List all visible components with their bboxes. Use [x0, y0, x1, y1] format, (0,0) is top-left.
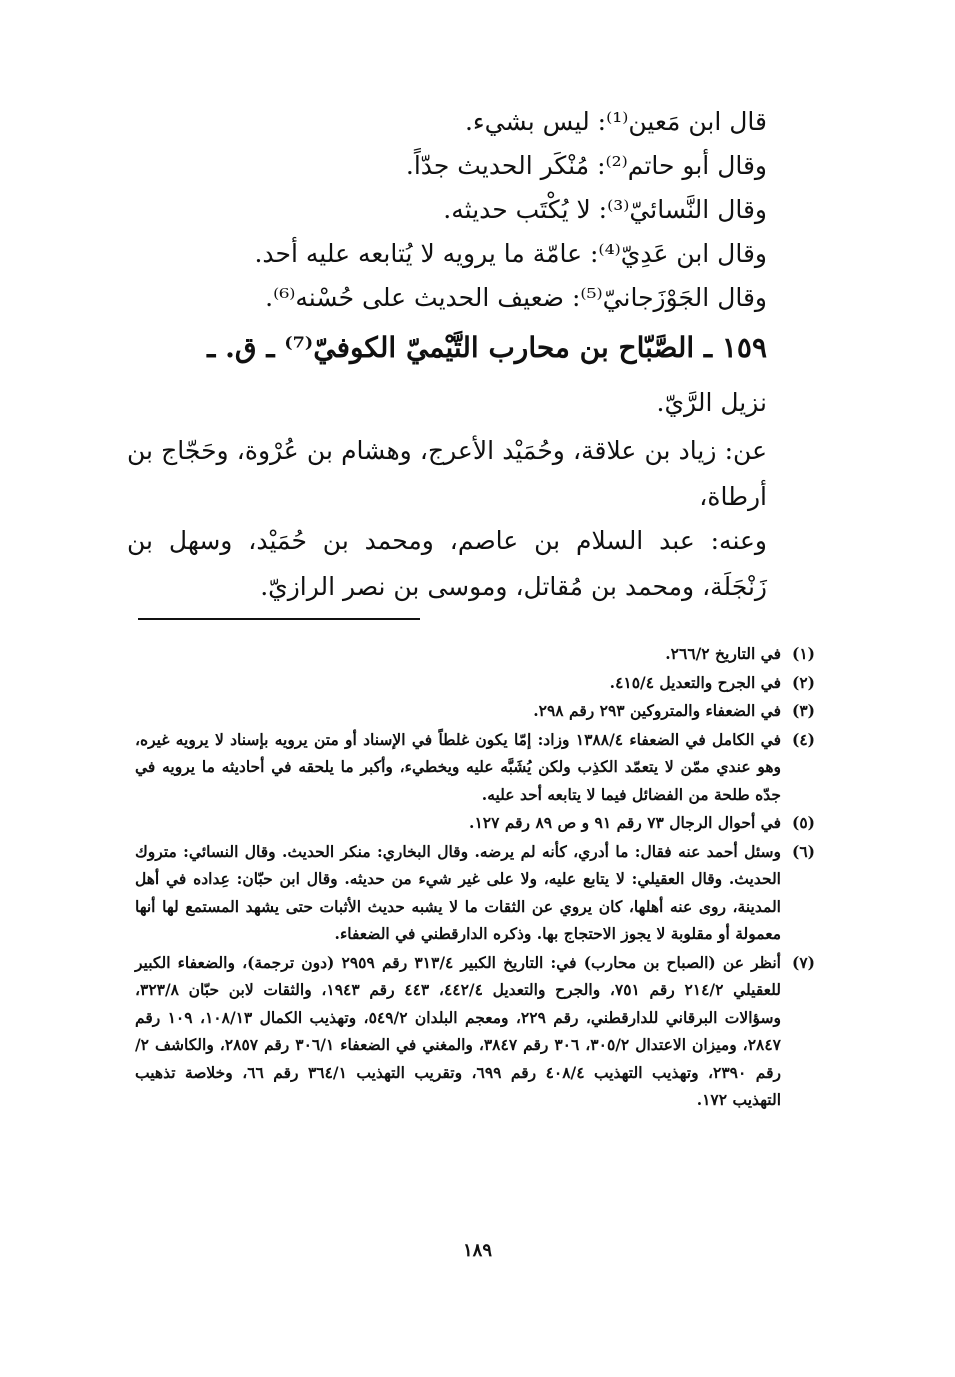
footnote-number: (٤)	[791, 729, 815, 749]
quote-line-ibn-maein: قال ابن مَعين⁽¹⁾: ليس بشيء.	[464, 107, 767, 136]
footnote-number: (٥)	[791, 813, 815, 832]
footnote-text: وسئل أحمد عنه فقال: ما أدري، كأنه لم يرضه. وقال البخاري: منكر الحديث. وقال النسائي: متروك الحديث. وقال العقيلي: لا يتابع عليه، ولا على غير شيء من حديثه. وقال ابن حبّان: عِداده في أهل المدينة، روى عنه أهلها، كان يروي عن الثقات ما لا يشبه حديث الأثبات حتى يشهد المستمع لها أنها معمولة أو مقلوبة لا يجوز الاحتجاج بها. وذكره الدارقطني في الضعفاء.	[135, 841, 781, 943]
quote-line-jawzajani: وقال الجَوْزَجانيّ⁽⁵⁾: ضعيف الحديث على حُسْنه⁽⁶⁾.	[265, 283, 767, 312]
quote-line-nasai: وقال النَّسائيّ⁽³⁾: لا يُكْتَب حديثه.	[443, 195, 767, 224]
footnote-number: (٣)	[791, 701, 815, 720]
quote-line-ibn-adi: وقال ابن عَدِيّ⁽⁴⁾: عامّة ما يرويه لا يُتابعه عليه أحد.	[254, 239, 767, 268]
footnote-text: في الكامل في الضعفاء ١٣٨٨/٤ وزاد: إمّا يكون غلطاً في الإسناد أو متن يرويه بإسناد لا يرويه غيره، وهو عندي ممّن لا يتعمّد الكذِب ولكن يُشَبَّه عليه ويخطيء، وأكبر ما يلحقه في أحاديثه ما يرويه في جدّه طلحة من الفضائل فيما لا يتابعه أحد عليه.	[135, 729, 782, 804]
main-text	[127, 100, 767, 430]
footnote-1	[135, 640, 815, 668]
footnote-2	[135, 669, 815, 697]
footnote-number: (٦)	[791, 841, 815, 861]
footnotes	[135, 640, 815, 1115]
quote-line-abu-hatim: وقال أبو حاتم⁽²⁾: مُنْكَر الحديث جدّاً.	[405, 151, 767, 180]
footnote-text: أنظر عن (الصباح بن محارب) في: التاريخ الكبير ٣١٣/٤ رقم ٢٩٥٩ (دون ترجمة)، والضعفاء الكبير للعقيلي ٢١٤/٢ رقم ٧٥١، والجرح والتعديل ٤٤٢/٤، ٤٤٣ رقم ١٩٤٣، والثقات لابن حبّان ٣٢٣/٨، وسؤالات البرقاني للدارقطني، رقم ٢٢٩، ومعجم البلدان ٥٤٩/٢، وتهذيب الكمال ١٠٨/١٣، ١٠٩ رقم ٢٨٤٧، وميزان الاعتدال ٣٠٥/٢، ٣٠٦ رقم ٣٨٤٧، والمغني في الضعفاء ٣٠٦/١ رقم ٢٨٥٧، والكاشف ٢/ رقم ٢٣٩٠، وتهذيب التهذيب ٤٠٨/٤ رقم ٦٩٩، وتقريب التهذيب ٣٦٤/١ رقم ٦٦، وخلاصة تذهيب التهذيب ١٧٢.	[135, 952, 781, 1109]
page-number: ١٨٩	[462, 1240, 492, 1261]
footnote-3	[135, 697, 815, 725]
footnote-5	[135, 809, 815, 837]
footnote-text: في الضعفاء والمتروكين ٢٩٣ رقم ٢٩٨.	[533, 701, 781, 720]
footnote-number: (٧)	[791, 952, 815, 972]
footnote-number: (١)	[791, 644, 815, 663]
footnote-text: في أحوال الرجال ٧٣ رقم ٩١ و ص ٨٩ رقم ١٢٧.	[469, 813, 781, 832]
teachers-paragraph: عن: زياد بن علاقة، وحُمَيْد الأعرج، وهشام بن عُرْوة، وحَجّاج بن أرطاة،	[127, 436, 767, 511]
footnote-number: (٢)	[791, 672, 815, 692]
footnote-7	[135, 949, 815, 1114]
footnote-6	[135, 838, 815, 948]
footnote-separator	[138, 618, 420, 620]
footnote-text: في التاريخ ٢٦٦/٢.	[665, 644, 781, 663]
footnote-text: في الجرح والتعديل ٤١٥/٤.	[609, 672, 781, 692]
entry-heading: ١٥٩ ـ الصَّبّاح بن محارب التَّيْميّ الكوفيّ⁽⁷⁾ ـ ق. ـ	[207, 331, 767, 364]
residence-line: نزيل الرَّيّ.	[656, 388, 767, 417]
footnote-4	[135, 726, 815, 809]
students-paragraph: وعنه: عبد السلام بن عاصم، ومحمد بن حُمَيْد، وسهل بن زَنْجَلَة، ومحمد بن مُقاتل، وموسى بن نصر الرازيّ.	[127, 526, 767, 601]
